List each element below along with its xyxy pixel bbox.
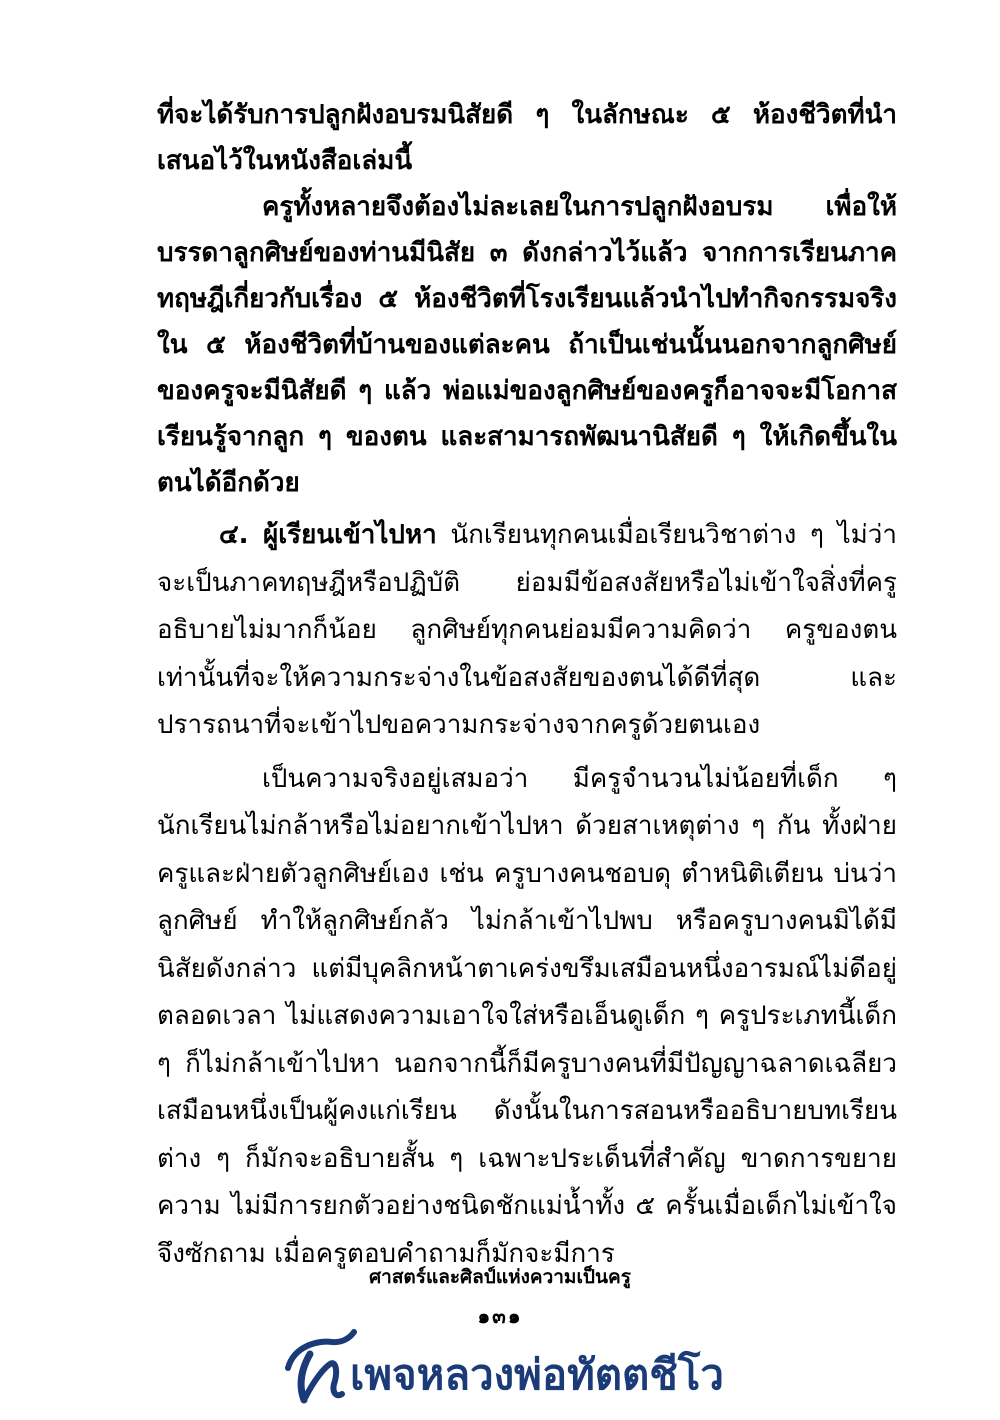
paragraph-1: ที่จะได้รับการปลูกฝังอบรมนิสัยดี ๆ ในลักษณะ ๕ ห้องชีวิตที่นำเสนอไว้ในหนังสือเล่มนี้ bbox=[157, 100, 897, 176]
page-number: ๑๓๑ bbox=[477, 1304, 523, 1328]
footer-book-title: ศาสตร์และศิลป์แห่งความเป็นครู bbox=[369, 1266, 631, 1288]
paragraph-4: เป็นความจริงอยู่เสมอว่า มีครูจำนวนไม่น้อยที่เด็ก ๆ นักเรียนไม่กล้าหรือไม่อยากเข้าไปหา ด้วยสาเหตุต่าง ๆ กัน ทั้งฝ่ายครูและฝ่ายตัวลูกศิษย์เอง เช่น ครูบางคนชอบดุ ตำหนิติเตียน บ่นว่าลูกศิษย์ ทำให้ลูกศิษย์กลัว ไม่กล้าเข้าไปพบ หรือครูบางคนมิได้มีนิสัยดังกล่าว แต่มีบุคลิกหน้าตาเคร่งขรึมเสมือนหนึ่งอารมณ์ไม่ดีอยู่ตลอดเวลา ไม่แสดงความเอาใจใส่หรือเอ็นดูเด็ก ๆ ครูประเภทนี้เด็ก ๆ ก็ไม่กล้าเข้าไปหา นอกจากนี้ก็มีครูบางคนที่มีปัญญาฉลาดเฉลียวเสมือนหนึ่งเป็นผู้คงแก่เรียน ดังนั้นในการสอนหรืออธิบายบทเรียนต่าง ๆ ก็มักจะอธิบายสั้น ๆ เฉพาะประเด็นที่สำคัญ ขาดการขยายความ ไม่มีการยกตัวอย่างชนิดชักแม่น้ำทั้ง ๕ ครั้นเมื่อเด็กไม่เข้าใจ จึงซักถาม เมื่อครูตอบคำถามก็มักจะมีการ bbox=[157, 763, 897, 1269]
paragraph-3-text: นักเรียนทุกคนเมื่อเรียนวิชาต่าง ๆ ไม่ว่าจะเป็นภาคทฤษฎีหรือปฏิบัติ ย่อมมีข้อสงสัยหรือไม่เข้าใจสิ่งที่ครูอธิบายไม่มากก็น้อย ลูกศิษย์ทุกคนย่อมมีความคิดว่า ครูของตนเท่านั้นที่จะให้ความกระจ่างในข้อสงสัยของตนได้ดีที่สุด และปรารถนาที่จะเข้าไปขอความกระจ่างจากครูด้วยตนเอง bbox=[157, 520, 898, 740]
brand-name: เพจหลวงพ่อทัตตชีโว bbox=[350, 1350, 724, 1399]
paragraph-3 bbox=[157, 512, 897, 750]
paragraph-2: ครูทั้งหลายจึงต้องไม่ละเลยในการปลูกฝังอบรม เพื่อให้บรรดาลูกศิษย์ของท่านมีนิสัย ๓ ดังกล่าวไว้แล้ว จากการเรียนภาคทฤษฎีเกี่ยวกับเรื่อง ๕ ห้องชีวิตที่โรงเรียนแล้วนำไปทำกิจกรรมจริงใน ๕ ห้องชีวิตที่บ้านของแต่ละคน ถ้าเป็นเช่นนั้นนอกจากลูกศิษย์ของครูจะมีนิสัยดี ๆ แล้ว พ่อแม่ของลูกศิษย์ของครูก็อาจจะมีโอกาสเรียนรู้จากลูก ๆ ของตน และสามารถพัฒนานิสัยดี ๆ ให้เกิดขึ้นในตนได้อีกด้วย bbox=[157, 192, 897, 498]
section-heading: ๔. ผู้เรียนเข้าไปหา bbox=[219, 520, 437, 550]
handwritten-tor-logo-icon bbox=[280, 1328, 360, 1408]
body-text bbox=[157, 92, 897, 1278]
brand-logo bbox=[280, 1328, 740, 1408]
